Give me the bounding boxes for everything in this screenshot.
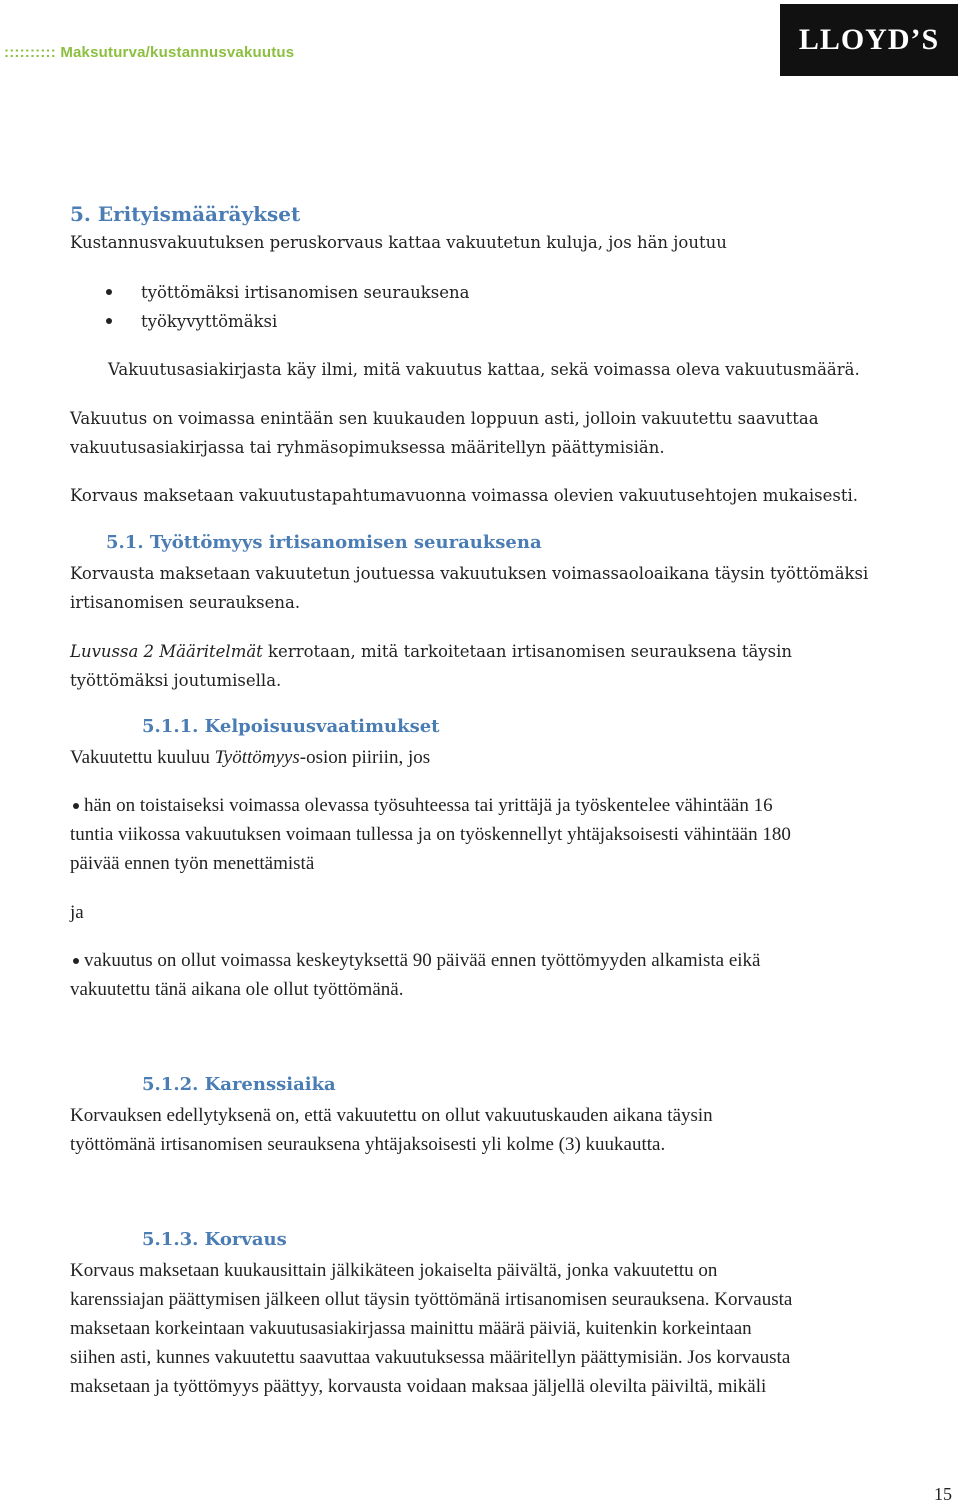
unemployment-section-reference: Työttömyys [214, 747, 300, 768]
section-5-1-1-bullet-2-line-2: vakuutettu tänä aikana ole ollut työttömänä. [70, 979, 404, 1000]
page-number: 15 [934, 1484, 952, 1504]
bullet-icon [73, 958, 79, 964]
section-5-heading: 5. Erityismääräykset [70, 202, 301, 226]
section-5-1-2-heading: 5.1.2. Karenssiaika [142, 1074, 336, 1095]
section-5-1-paragraph-2-text: kerrotaan, mitä tarkoitetaan irtisanomisen seurauksena täysin [262, 642, 792, 661]
section-5-1-paragraph-1-line-2: irtisanomisen seurauksena. [70, 593, 301, 612]
section-5-1-3-line-1: Korvaus maksetaan kuukausittain jälkikäteen jokaiselta päivältä, jonka vakuutettu on [70, 1260, 718, 1281]
intro-text: Vakuutettu kuuluu [70, 747, 215, 768]
section-5-1-1-heading: 5.1.1. Kelpoisuusvaatimukset [142, 716, 440, 737]
document-section-label: :::::::::: Maksuturva/kustannusvakuutus [4, 44, 295, 61]
bullet-icon [106, 318, 112, 324]
section-5-1-1-intro [70, 743, 430, 773]
section-5-1-paragraph-2-line-1 [70, 637, 792, 667]
section-5-1-2-line-2: työttömänä irtisanomisen seurauksena yhtäjaksoisesti yli kolme (3) kuukautta. [70, 1134, 666, 1155]
section-5-1-1-bullet-1-line-3: päivää ennen työn menettämistä [70, 853, 315, 874]
section-5-paragraph-1: Vakuutusasiakirjasta käy ilmi, mitä vakuutus kattaa, sekä voimassa oleva vakuutusmäärä. [108, 360, 860, 379]
section-5-1-1-bullet-1-line-2: tuntia viikossa vakuutuksen voimaan tullessa ja on työskennellyt yhtäjaksoisesti vähintään 180 [70, 824, 791, 845]
intro-text-end: -osion piiriin, jos [299, 747, 431, 768]
section-5-intro: Kustannusvakuutuksen peruskorvaus kattaa vakuutetun kuluja, jos hän joutuu [70, 233, 727, 252]
bullet-icon [106, 289, 112, 295]
section-5-1-1-bullet-1-line-1: hän on toistaiseksi voimassa olevassa työsuhteessa tai yrittäjä ja työskentelee vähintään 16 [84, 795, 773, 816]
section-5-1-paragraph-1-line-1: Korvausta maksetaan vakuutetun joutuessa vakuutuksen voimassaoloaikana täysin työttömäksi [70, 564, 869, 583]
bullet-icon [73, 803, 79, 809]
section-5-paragraph-3: Korvaus maksetaan vakuutustapahtumavuonna voimassa olevien vakuutusehtojen mukaisesti. [70, 486, 859, 505]
logo-wordmark: LLOYD’S [798, 23, 940, 56]
section-5-bullet-2: työkyvyttömäksi [141, 312, 278, 331]
section-5-paragraph-2-line-1: Vakuutus on voimassa enintään sen kuukauden loppuun asti, jolloin vakuutettu saavuttaa [70, 409, 819, 428]
section-5-1-3-line-5: maksetaan ja työttömyys päättyy, korvausta voidaan maksaa jäljellä olevilta päiviltä, mikäli [70, 1376, 767, 1397]
lloyds-logo [780, 4, 958, 76]
section-5-1-3-line-2: karenssiajan päättymisen jälkeen ollut täysin työttömänä irtisanomisen seurauksena. Korvausta [70, 1289, 793, 1310]
section-5-paragraph-2-line-2: vakuutusasiakirjassa tai ryhmäsopimuksessa määritellyn päättymisiän. [70, 438, 665, 457]
section-5-1-paragraph-2-line-2: työttömäksi joutumisella. [70, 671, 282, 690]
section-5-1-heading: 5.1. Työttömyys irtisanomisen seurauksena [106, 532, 542, 553]
section-5-bullet-1: työttömäksi irtisanomisen seurauksena [141, 283, 470, 302]
section-5-1-1-connector: ja [70, 902, 84, 923]
section-5-1-3-line-3: maksetaan korkeintaan vakuutusasiakirjassa mainittu määrä päiviä, kuitenkin korkeintaan [70, 1318, 752, 1339]
definitions-reference: Luvussa 2 Määritelmät [70, 642, 263, 661]
section-5-1-3-heading: 5.1.3. Korvaus [142, 1229, 287, 1250]
section-5-1-2-line-1: Korvauksen edellytyksenä on, että vakuutettu on ollut vakuutuskauden aikana täysin [70, 1105, 713, 1126]
section-5-1-3-line-4: siihen asti, kunnes vakuutettu saavuttaa vakuutuksessa määritellyn päättymisiän. Jos korvausta [70, 1347, 791, 1368]
section-5-1-1-bullet-2-line-1: vakuutus on ollut voimassa keskeytyksettä 90 päivää ennen työttömyyden alkamista eikä [84, 950, 761, 971]
